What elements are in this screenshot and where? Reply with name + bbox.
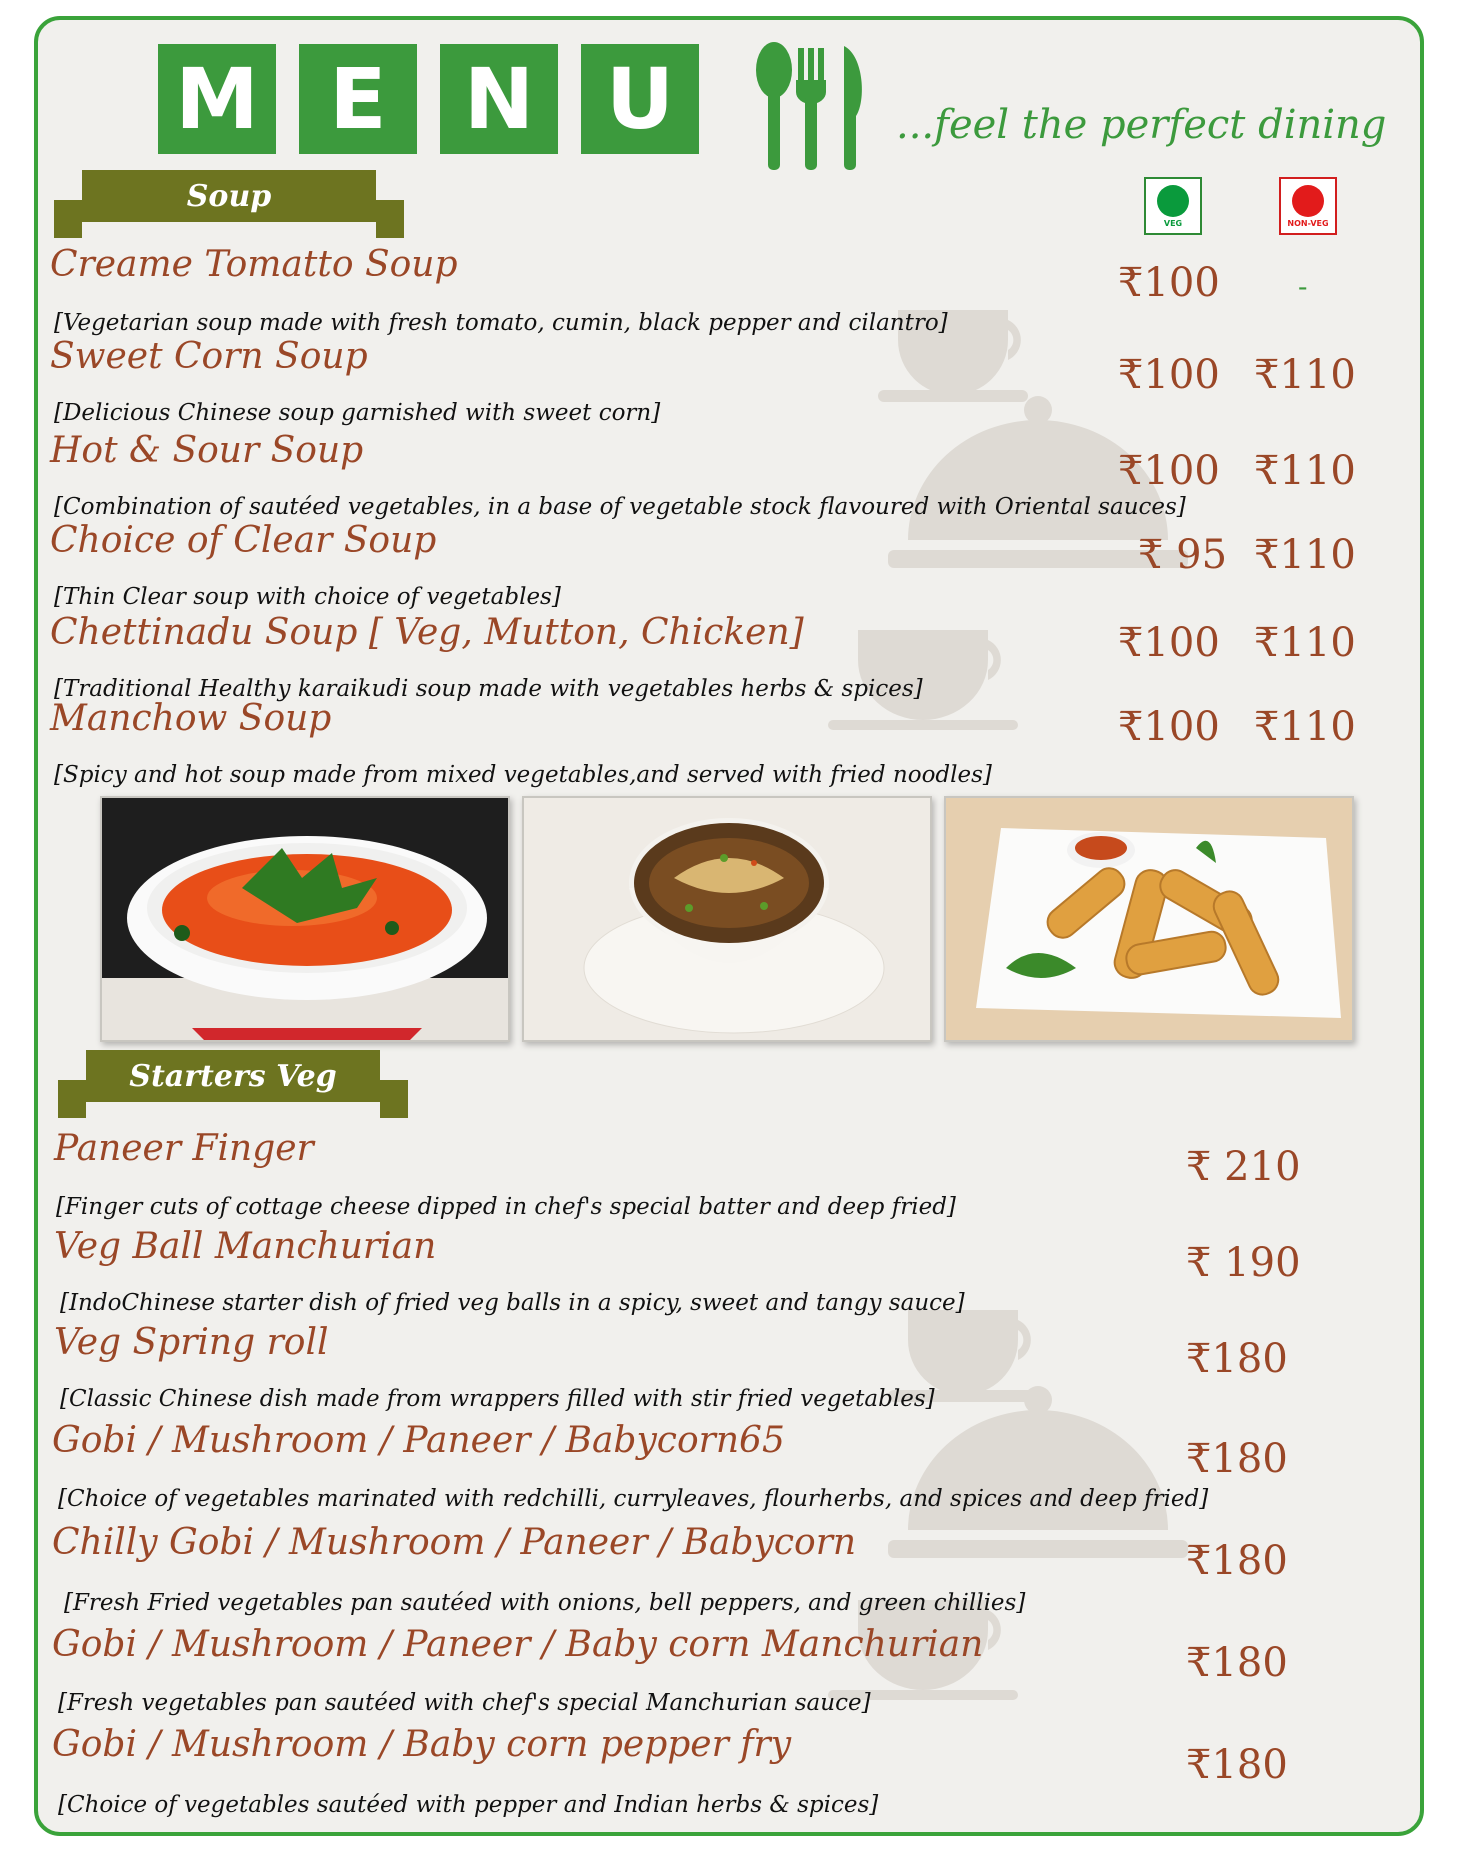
starter-item-desc: [Choice of vegetables sautéed with pepper and Indian herbs & spices] — [58, 1792, 879, 1818]
section-title-soup: Soup — [82, 170, 376, 222]
starter-item-name: Gobi / Mushroom / Paneer / Baby corn Manchurian — [52, 1624, 984, 1665]
soup-price-veg: ₹100 — [1118, 620, 1220, 666]
nonveg-dot-icon — [1292, 185, 1324, 217]
starter-item-desc: [IndoChinese starter dish of fried veg balls in a spicy, sweet and tangy sauce] — [60, 1290, 965, 1316]
cutlery-icon — [752, 40, 872, 175]
starter-price: ₹180 — [1186, 1436, 1288, 1482]
nonveg-badge — [1279, 177, 1337, 235]
menu-letter: E — [299, 44, 417, 154]
soup-price-veg: ₹100 — [1118, 704, 1220, 750]
soup-item-name: Chettinadu Soup [ Veg, Mutton, Chicken] — [50, 612, 804, 653]
starter-item-desc: [Finger cuts of cottage cheese dipped in chef's special batter and deep fried] — [56, 1194, 956, 1220]
menu-letter: N — [440, 44, 558, 154]
soup-item-name: Hot & Sour Soup — [50, 430, 364, 471]
soup-price-veg: ₹100 — [1118, 260, 1220, 306]
menu-letter: U — [581, 44, 699, 154]
soup-item-desc: [Delicious Chinese soup garnished with sweet corn] — [54, 400, 661, 426]
starter-item-desc: [Fresh Fried vegetables pan sautéed with onions, bell peppers, and green chillies] — [64, 1590, 1026, 1616]
photo-manchow-soup — [522, 796, 932, 1042]
soup-price-nonveg: - — [1298, 270, 1308, 303]
soup-item-name: Manchow Soup — [50, 698, 332, 739]
starter-item-desc: [Choice of vegetables marinated with redchilli, curryleaves, flourherbs, and spices and deep fried] — [58, 1486, 1209, 1512]
soup-price-nonveg: ₹110 — [1254, 620, 1356, 666]
starter-item-name: Veg Ball Manchurian — [54, 1226, 437, 1267]
tagline: ...feel the perfect dining — [896, 102, 1387, 148]
soup-price-veg: ₹100 — [1118, 352, 1220, 398]
starter-price: ₹180 — [1186, 1336, 1288, 1382]
soup-price-nonveg: ₹110 — [1254, 532, 1356, 578]
starter-item-name: Chilly Gobi / Mushroom / Paneer / Babycorn — [52, 1522, 857, 1563]
starter-item-name: Veg Spring roll — [54, 1322, 329, 1363]
menu-title — [158, 44, 699, 154]
soup-item-desc: [Vegetarian soup made with fresh tomato, cumin, black pepper and cilantro] — [54, 310, 948, 336]
soup-price-veg: ₹ 95 — [1138, 532, 1228, 578]
starter-price: ₹180 — [1186, 1742, 1288, 1788]
photo-paneer-finger — [944, 796, 1354, 1042]
soup-item-name: Creame Tomatto Soup — [50, 244, 458, 285]
soup-price-nonveg: ₹110 — [1254, 448, 1356, 494]
section-title-starters: Starters Veg — [86, 1050, 380, 1102]
soup-price-veg: ₹100 — [1118, 448, 1220, 494]
veg-label: VEG — [1163, 218, 1183, 228]
starter-item-desc: [Fresh vegetables pan sautéed with chef's special Manchurian sauce] — [58, 1690, 871, 1716]
menu-card — [34, 16, 1424, 1836]
soup-item-name: Choice of Clear Soup — [50, 520, 437, 561]
soup-item-desc: [Spicy and hot soup made from mixed vegetables,and served with fried noodles] — [54, 762, 992, 788]
soup-price-nonveg: ₹110 — [1254, 352, 1356, 398]
soup-price-nonveg: ₹110 — [1254, 704, 1356, 750]
section-ribbon-starters — [58, 1050, 408, 1130]
starter-price: ₹ 210 — [1186, 1144, 1301, 1190]
soup-item-desc: [Combination of sautéed vegetables, in a base of vegetable stock flavoured with Oriental sauces] — [54, 494, 1186, 520]
soup-item-desc: [Traditional Healthy karaikudi soup made with vegetables herbs & spices] — [54, 676, 923, 702]
starter-item-desc: [Classic Chinese dish made from wrappers filled with stir fried vegetables] — [60, 1386, 935, 1412]
starter-price: ₹ 190 — [1186, 1240, 1301, 1286]
veg-badge — [1144, 177, 1202, 235]
starter-item-name: Gobi / Mushroom / Paneer / Babycorn65 — [52, 1420, 785, 1461]
starter-price: ₹180 — [1186, 1640, 1288, 1686]
nonveg-label: NON-VEG — [1287, 218, 1329, 228]
veg-dot-icon — [1157, 185, 1189, 217]
section-ribbon-soup — [54, 170, 404, 250]
starter-item-name: Gobi / Mushroom / Baby corn pepper fry — [52, 1724, 792, 1765]
soup-item-desc: [Thin Clear soup with choice of vegetables] — [54, 584, 561, 610]
photo-tomato-soup — [100, 796, 510, 1042]
menu-letter: M — [158, 44, 276, 154]
starter-price: ₹180 — [1186, 1538, 1288, 1584]
starter-item-name: Paneer Finger — [54, 1128, 314, 1169]
soup-item-name: Sweet Corn Soup — [50, 336, 368, 377]
